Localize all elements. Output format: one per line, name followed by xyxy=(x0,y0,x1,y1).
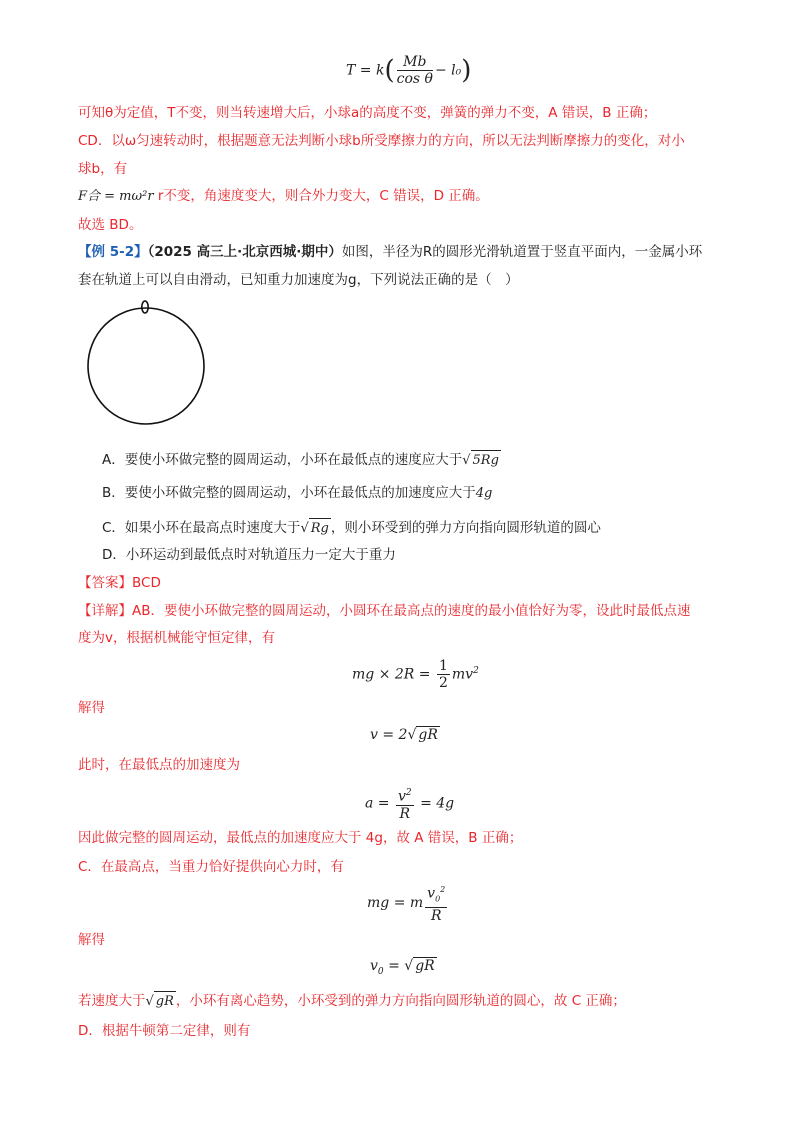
option-a xyxy=(102,450,501,471)
paragraph-cd-line1: CD．以ω匀速转动时，根据题意无法判断小球b所受摩擦力的方向，所以无法判断摩擦力的变化，对小 xyxy=(78,133,685,149)
option-a-text: A．要使小环做完整的圆周运动，小环在最低点的速度应大于 xyxy=(102,452,463,468)
formula-tension: T = k( $\frac{Mb}{\text{cos θ}}$ − l₀) xyxy=(346,54,472,87)
formula-net-force: F合 = mω²r xyxy=(78,189,154,204)
formula-top-point: mg = m $\frac{v_0^2}{R}$ xyxy=(367,882,449,924)
solve-label-1: 解得 xyxy=(78,700,105,716)
example-tag: 【例 5-2】 xyxy=(78,244,148,260)
detail-line6-text2: ，小环有离心趋势，小环受到的弹力方向指向圆形轨道的圆心，故 C 正确； xyxy=(175,993,626,1009)
detail-tag: 【详解】 xyxy=(78,603,132,619)
detail-line1 xyxy=(78,601,691,621)
detail-line6-math: √ gR xyxy=(146,994,176,1009)
example-source: （2025 高三上·北京西城·期中） xyxy=(147,244,342,260)
detail-line6 xyxy=(78,991,626,1012)
option-c-math: √ Rg xyxy=(300,521,330,536)
formula-energy: mg × 2R = $\frac{1}{2}$ $mv^2$ xyxy=(352,658,479,691)
answer: 【答案】BCD xyxy=(78,575,161,591)
paragraph-cd-line2: 球b，有 xyxy=(78,161,128,177)
paragraph-conclusion-ab: 可知θ为定值，T不变，则当转速增大后，小球a的高度不变，弹簧的弹力不变，A 错误，B 正确； xyxy=(78,105,657,121)
example-question-line2: 套在轨道上可以自由滑动，已知重力加速度为g，下列说法正确的是（ ） xyxy=(78,272,519,288)
option-c-text2: ，则小环受到的弹力方向指向圆形轨道的圆心 xyxy=(330,520,601,536)
detail-line2: 度为v，根据机械能守恒定律，有 xyxy=(78,630,275,646)
formula-acceleration: a = $\frac{v^2}{R}$ = 4g xyxy=(365,785,454,822)
option-c-text: C．如果小环在最高点时速度大于 xyxy=(102,520,301,536)
example-question-line1: 如图，半径为R的圆形光滑轨道置于竖直平面内，一金属小环 xyxy=(341,244,703,260)
detail-line5: C．在最高点，当重力恰好提供向心力时，有 xyxy=(78,859,344,875)
option-c xyxy=(102,518,601,539)
detail-line7: D．根据牛顿第二定律，则有 xyxy=(78,1023,251,1039)
paragraph-cd-line3 xyxy=(78,186,489,207)
paragraph-choice-bd: 故选 BD。 xyxy=(78,217,143,233)
detail-text1: AB．要使小环做完整的圆周运动，小圆环在最高点的速度的最小值恰好为零，设此时最低点速 xyxy=(132,603,691,619)
formula-v0: $v_0$ = √ gR xyxy=(370,958,435,977)
option-b-text: B．要使小环做完整的圆周运动，小环在最低点的加速度应大于 xyxy=(102,485,476,501)
detail-line6-text: 若速度大于 xyxy=(78,993,146,1009)
option-d: D．小环运动到最低点时对轨道压力一定大于重力 xyxy=(102,547,396,563)
detail-line4: 因此做完整的圆周运动，最低点的加速度应大于 4g，故 A 错误，B 正确； xyxy=(78,830,523,846)
paragraph-cd-text: r不变，角速度变大，则合外力变大，C 错误，D 正确。 xyxy=(157,188,489,204)
detail-line3: 此时，在最低点的加速度为 xyxy=(78,757,240,773)
circular-track xyxy=(88,308,204,424)
option-b xyxy=(102,483,492,504)
circular-track-figure xyxy=(78,298,218,426)
example-header xyxy=(78,242,702,262)
metal-ring xyxy=(142,301,148,313)
option-a-math: √ 5Rg xyxy=(462,453,501,468)
solve-label-2: 解得 xyxy=(78,932,105,948)
formula-velocity: v = 2√ gR xyxy=(370,727,438,743)
option-b-math: 4g xyxy=(475,486,493,501)
